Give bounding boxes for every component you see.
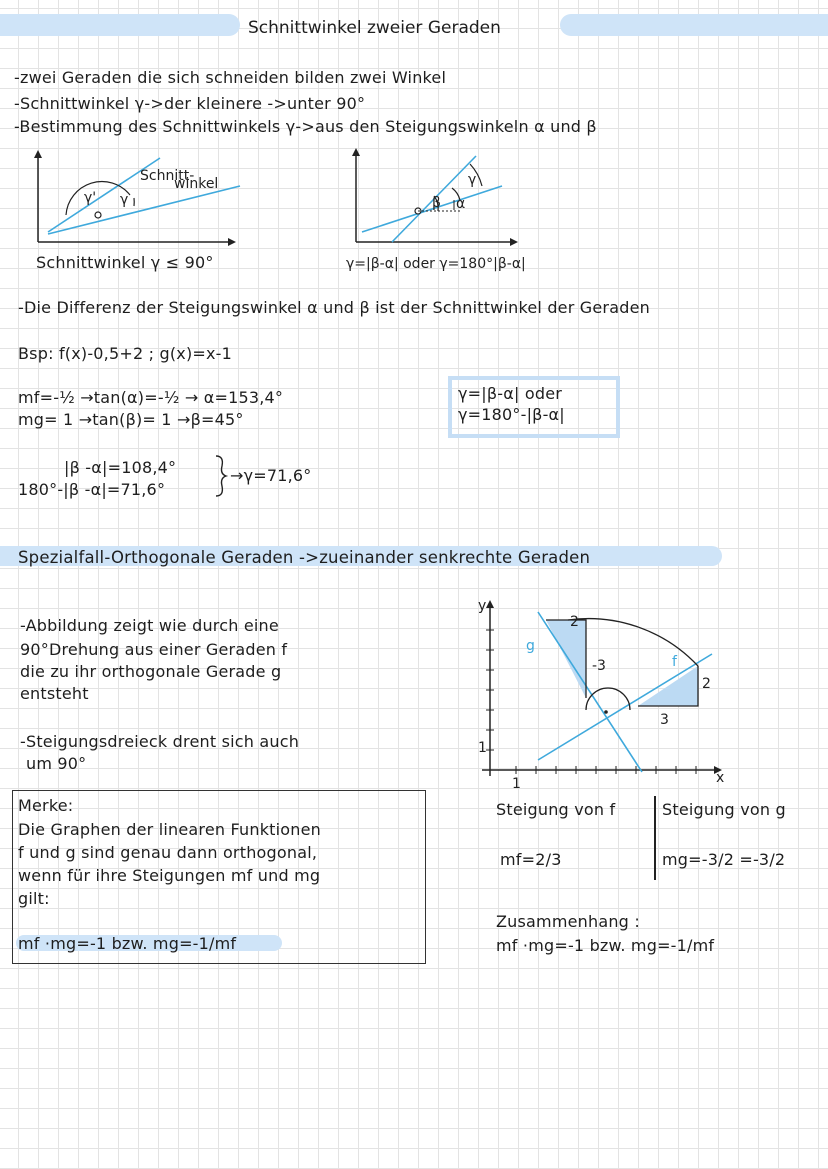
angle-gamma-2: γ	[468, 172, 477, 188]
angle-beta: β	[432, 195, 441, 211]
merke-formula: mf ·mg=-1 bzw. mg=-1/mf	[18, 934, 237, 953]
line-f-label: f	[672, 654, 677, 670]
slope-divider	[654, 796, 656, 880]
slope-g-heading: Steigung von g	[662, 800, 786, 819]
explain-line-2: 90°Drehung aus einer Geraden f	[20, 640, 288, 659]
slope-g-value: mg=-3/2 =-3/2	[662, 850, 786, 869]
merke-line-2: f und g sind genau dann orthogonal,	[18, 843, 318, 862]
explain-line-1: -Abbildung zeigt wie durch eine	[20, 616, 279, 635]
merke-line-4: gilt:	[18, 889, 50, 908]
formula-line-2: γ=180°-|β-α|	[458, 405, 565, 424]
merke-title: Merke:	[18, 796, 74, 815]
angle-gamma-prime: γ'	[84, 190, 97, 206]
relation-formula: mf ·mg=-1 bzw. mg=-1/mf	[496, 936, 715, 955]
caption-diagram-2: γ=|β-α| oder γ=180°|β-α|	[346, 256, 526, 272]
angle-alpha: α	[456, 196, 466, 212]
line-g-label: g	[526, 638, 535, 654]
triangle-note-2: um 90°	[26, 754, 87, 773]
slope-f-heading: Steigung von f	[496, 800, 616, 819]
brace-icon	[214, 454, 228, 498]
calc-result: →γ=71,6°	[230, 466, 312, 485]
intro-line-1: -zwei Geraden die sich schneiden bilden zwei Winkel	[14, 68, 447, 87]
difference-statement: -Die Differenz der Steigungswinkel α und β ist der Schnittwinkel der Geraden	[18, 298, 650, 317]
explain-line-4: entsteht	[20, 684, 89, 703]
merke-line-1: Die Graphen der linearen Funktionen	[18, 820, 321, 839]
diagram-slope-angles	[352, 148, 532, 248]
graph-x-one: 1	[512, 776, 521, 792]
graph-y-one: 1	[478, 740, 487, 756]
label-schnitt: Schnitt-	[140, 168, 195, 184]
calc-supplement: 180°-|β -α|=71,6°	[18, 480, 166, 499]
formula-box	[448, 376, 620, 438]
graph-x-label: x	[716, 770, 725, 786]
slope-f-value: mf=2/3	[500, 850, 562, 869]
intro-line-3: -Bestimmung des Schnittwinkels γ->aus den Steigungswinkeln α und β	[14, 117, 597, 136]
example-functions: Bsp: f(x)-0,5+2 ; g(x)=x-1	[18, 344, 233, 363]
merke-line-3: wenn für ihre Steigungen mf und mg	[18, 866, 321, 885]
formula-line-1: γ=|β-α| oder	[458, 384, 563, 403]
f-rise-label: 2	[702, 676, 711, 692]
relation-title: Zusammenhang :	[496, 912, 640, 931]
section-heading: Spezialfall-Orthogonale Geraden ->zueinander senkrechte Geraden	[18, 548, 591, 567]
triangle-note-1: -Steigungsdreieck drent sich auch	[20, 732, 300, 751]
diagram-intersection-angle	[30, 150, 250, 250]
graph-y-label: y	[478, 598, 487, 614]
title-highlight-left	[0, 14, 240, 36]
explain-line-3: die zu ihr orthogonale Gerade g	[20, 662, 282, 681]
f-run-label: 3	[660, 712, 669, 728]
example-mg: mg= 1 →tan(β)= 1 →β=45°	[18, 410, 244, 429]
example-mf: mf=-½ →tan(α)=-½ → α=153,4°	[18, 388, 284, 407]
orthogonal-graph	[476, 598, 736, 788]
angle-gamma: γ	[120, 192, 129, 208]
g-run-label: 2	[570, 614, 579, 630]
title-highlight-right	[560, 14, 828, 36]
intro-line-2: -Schnittwinkel γ->der kleinere ->unter 90°	[14, 94, 366, 113]
calc-difference: |β -α|=108,4°	[64, 458, 177, 477]
g-rise-label: -3	[592, 658, 606, 674]
label-winkel: winkel	[174, 176, 219, 192]
page-title: Schnittwinkel zweier Geraden	[248, 18, 501, 38]
caption-diagram-1: Schnittwinkel γ ≤ 90°	[36, 253, 214, 272]
